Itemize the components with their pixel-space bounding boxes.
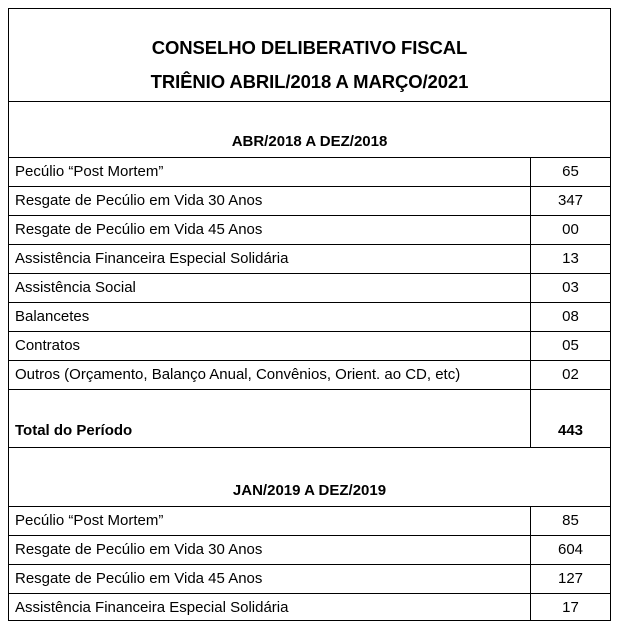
table-row xyxy=(9,361,610,390)
title-line-2: TRIÊNIO ABRIL/2018 A MARÇO/2021 xyxy=(150,71,469,92)
row-label: Resgate de Pecúlio em Vida 45 Anos xyxy=(15,570,263,587)
row-value: 02 xyxy=(562,366,579,383)
row-label: Pecúlio “Post Mortem” xyxy=(15,163,164,180)
total-label: Total do Período xyxy=(15,422,133,439)
title-block xyxy=(9,9,610,102)
row-label: Outros (Orçamento, Balanço Anual, Convênios, Orient. ao CD, etc) xyxy=(15,366,461,383)
row-value: 85 xyxy=(562,512,579,529)
row-label: Resgate de Pecúlio em Vida 45 Anos xyxy=(15,221,263,238)
row-label: Balancetes xyxy=(15,308,90,325)
row-value: 00 xyxy=(562,221,579,238)
table-row xyxy=(9,158,610,187)
row-value: 13 xyxy=(562,250,579,267)
row-label: Resgate de Pecúlio em Vida 30 Anos xyxy=(15,541,263,558)
total-value: 443 xyxy=(557,422,584,439)
row-value: 17 xyxy=(562,599,579,616)
row-value: 604 xyxy=(557,541,584,558)
section-heading-1: ABR/2018 A DEZ/2018 xyxy=(231,133,388,150)
table-row xyxy=(9,274,610,303)
table-row xyxy=(9,565,610,594)
title-line-1: CONSELHO DELIBERATIVO FISCAL xyxy=(151,37,468,58)
table-row xyxy=(9,594,610,623)
table-row xyxy=(9,245,610,274)
table-row xyxy=(9,536,610,565)
row-label: Assistência Financeira Especial Solidária xyxy=(15,250,289,267)
row-label: Pecúlio “Post Mortem” xyxy=(15,512,164,529)
row-value: 03 xyxy=(562,279,579,296)
row-label: Contratos xyxy=(15,337,81,354)
report-table xyxy=(8,8,611,621)
row-value: 347 xyxy=(557,192,584,209)
section-heading-2: JAN/2019 A DEZ/2019 xyxy=(232,482,387,499)
row-label: Resgate de Pecúlio em Vida 30 Anos xyxy=(15,192,263,209)
table-row xyxy=(9,332,610,361)
row-value: 05 xyxy=(562,337,579,354)
row-value: 65 xyxy=(562,163,579,180)
row-value: 08 xyxy=(562,308,579,325)
table-row xyxy=(9,507,610,536)
row-label: Assistência Social xyxy=(15,279,136,296)
column-divider xyxy=(530,158,531,448)
row-label: Assistência Financeira Especial Solidária xyxy=(15,599,289,616)
table-row xyxy=(9,303,610,332)
total-row xyxy=(9,390,610,448)
column-divider xyxy=(530,507,531,620)
table-row xyxy=(9,216,610,245)
table-row xyxy=(9,187,610,216)
row-value: 127 xyxy=(557,570,584,587)
